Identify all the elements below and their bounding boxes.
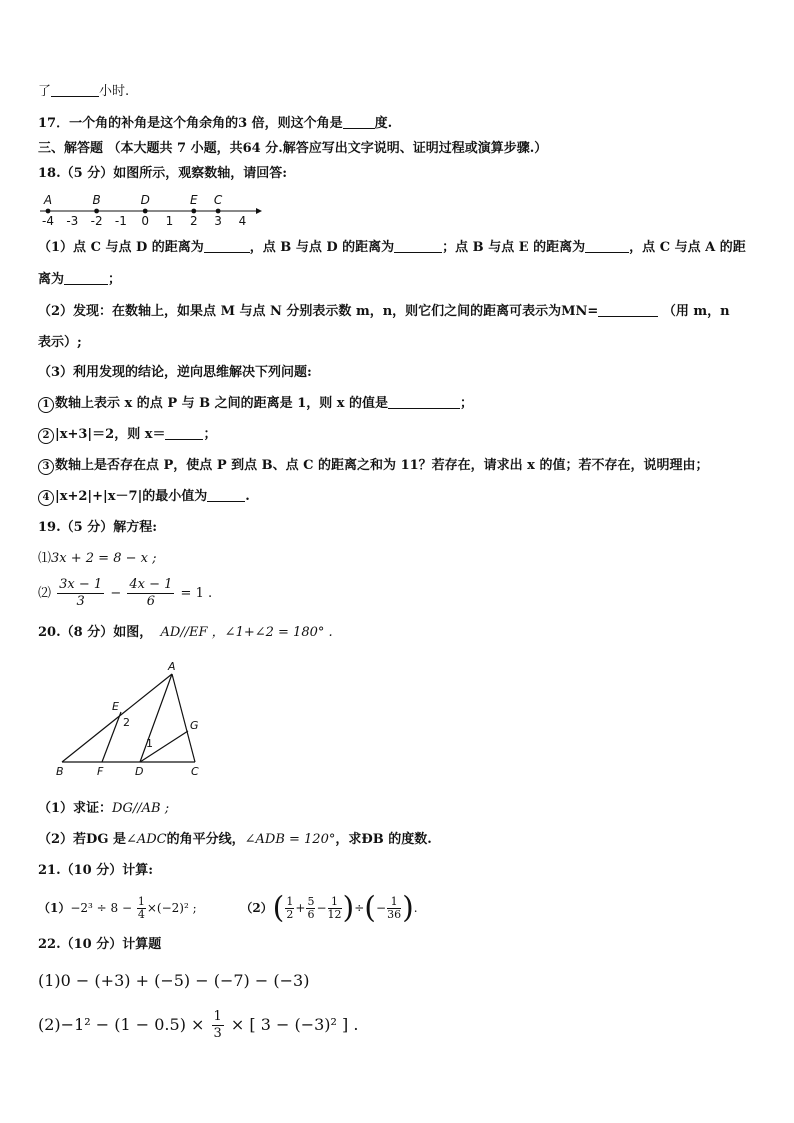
- question-22-title: 22.（10 分）计算题: [38, 937, 162, 952]
- answer-blank[interactable]: [51, 83, 99, 97]
- answer-blank[interactable]: [598, 303, 658, 317]
- answer-blank[interactable]: [388, 395, 460, 409]
- point-b: [94, 209, 99, 214]
- section-heading: 三、解答题 （本大题共 7 小题，共64 分.解答应写出文字说明、证明过程或演算步骤.）: [38, 141, 548, 156]
- arrow-icon: [256, 208, 262, 214]
- geometry-figure: [50, 655, 210, 780]
- point-c: [216, 209, 221, 214]
- point-a: [46, 209, 51, 214]
- tick-label: -4: [42, 214, 54, 228]
- q19-equation-1: ⑴3x + 2 = 8 − x ;: [38, 551, 157, 566]
- q22-expression-2: (2)−1² − (1 − 0.5) × $\frac{1}{3}$ × [ 3 − (−3)² ] .: [38, 1009, 359, 1041]
- fraction: $\frac{1}{3}$: [213, 1009, 222, 1041]
- label-d: D: [135, 765, 144, 778]
- label-b: B: [56, 765, 64, 778]
- answer-blank[interactable]: [343, 115, 375, 129]
- q19-equation-2: ⑵ $\frac{3x - 1}{3}$ − $\frac{4x - 1}{6}$ = 1 .: [38, 577, 213, 609]
- label-angle-1: 1: [146, 737, 153, 750]
- point-label-d: D: [140, 193, 150, 207]
- q18-part1-line2: 离为 ；: [38, 272, 122, 287]
- tick-label: 2: [189, 214, 198, 228]
- q20-part2: （2）若DG 是∠ADC的角平分线，∠ADB = 120°，求ÐB 的度数.: [38, 832, 432, 847]
- question-17: 17．一个角的补角是这个角余角的3 倍，则这个角是 度.: [38, 116, 393, 131]
- question-18-title: 18.（5 分）如图所示，观察数轴，请回答:: [38, 166, 287, 181]
- tick-label: 1: [165, 214, 174, 228]
- question-21-title: 21.（10 分）计算:: [38, 863, 154, 878]
- circled-number: 1: [38, 397, 54, 413]
- point-label-e: E: [190, 193, 198, 207]
- fraction: $\frac{1}{12}$: [327, 895, 342, 921]
- label-f: F: [97, 765, 104, 778]
- tick-label: -3: [66, 214, 79, 228]
- label-a: A: [168, 660, 176, 673]
- point-label-a: A: [43, 193, 53, 207]
- fraction: $\frac{4x - 1}{6}$: [129, 577, 173, 609]
- circled-number: 2: [38, 428, 54, 444]
- number-line: [36, 188, 266, 230]
- point-d: [143, 209, 148, 214]
- answer-blank[interactable]: [204, 239, 250, 253]
- q18-item-4: 4 |x+2|+|x－7|的最小值为 .: [38, 488, 250, 506]
- q16-tail: 了 小时.: [38, 84, 130, 99]
- q20-part1: （1）求证：DG//AB ;: [38, 801, 170, 816]
- label-c: C: [191, 765, 199, 778]
- tick-label: -1: [114, 214, 127, 228]
- tick-label: 4: [238, 214, 247, 228]
- q18-item-2: 2 |x+3|＝2，则 x＝ ；: [38, 426, 216, 444]
- answer-blank[interactable]: [394, 239, 442, 253]
- circled-number: 4: [38, 490, 54, 506]
- label-e: E: [112, 700, 119, 713]
- label-angle-2: 2: [123, 716, 130, 729]
- segment-ef: [102, 712, 121, 762]
- fraction: $\frac{1}{2}$: [286, 895, 294, 921]
- fraction: $\frac{1}{36}$: [387, 895, 402, 921]
- point-label-c: C: [213, 193, 223, 207]
- fraction: $\frac{1}{4}$: [137, 895, 145, 921]
- tick-label: 3: [214, 214, 222, 228]
- answer-blank[interactable]: [585, 239, 629, 253]
- tick-label: -2: [90, 214, 103, 228]
- point-label-b: B: [92, 193, 101, 207]
- circled-number: 3: [38, 459, 54, 475]
- answer-blank[interactable]: [207, 488, 245, 502]
- point-e: [191, 209, 196, 214]
- q22-expression-1: (1)0 − (+3) + (−5) − (−7) − (−3): [38, 971, 310, 990]
- q18-item-1: 1 数轴上表示 x 的点 P 与 B 之间的距离是 1，则 x 的值是 ；: [38, 395, 473, 413]
- q18-part2-line1: （2）发现：在数轴上，如果点 M 与点 N 分别表示数 m，n，则它们之间的距离可表示为MN= （用 m，n: [38, 304, 730, 319]
- question-19-title: 19.（5 分）解方程:: [38, 520, 157, 535]
- q18-part3: （3）利用发现的结论，逆向思维解决下列问题:: [38, 365, 312, 380]
- label-g: G: [190, 719, 199, 732]
- question-20-title: 20.（8 分）如图， AD//EF ，∠1+∠2 = 180° .: [38, 625, 333, 640]
- q18-part1-line1: （1）点 C 与点 D 的距离为 ，点 B 与点 D 的距离为 ；点 B 与点 E 的距离为 ，点 C 与点 A 的距: [38, 240, 746, 255]
- segment-ac: [172, 674, 195, 762]
- answer-blank[interactable]: [165, 426, 203, 440]
- fraction: $\frac{5}{6}$: [307, 895, 315, 921]
- tick-label: 0: [141, 214, 150, 228]
- fraction: $\frac{3x - 1}{3}$: [59, 577, 103, 609]
- answer-blank[interactable]: [64, 271, 108, 285]
- q21-expressions: （1）−2³ ÷ 8 − $\frac{1}{4}$ ×(−2)² ; （2）( $\frac{1}{2}$ + $\frac{5}{6}$ − $\frac{1}{12}$ )÷(− $\frac{1}{36}$ ).: [38, 890, 418, 926]
- q18-item-3: 3 数轴上是否存在点 P，使点 P 到点 B、点 C 的距离之和为 11？若存在，请求出 x 的值；若不存在，说明理由；: [38, 457, 708, 475]
- q18-part2-line2: 表示）;: [38, 335, 82, 350]
